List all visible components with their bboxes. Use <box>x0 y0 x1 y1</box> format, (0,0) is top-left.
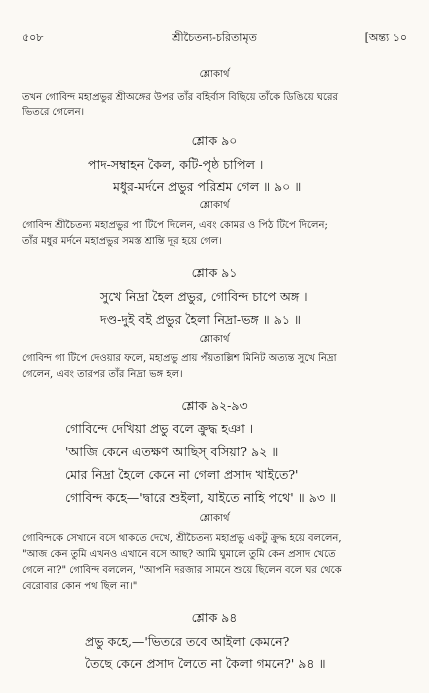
translation-label: শ্লোকার্থ <box>199 334 230 345</box>
verse-line: তৈছে কেনে প্রসাদ লৈতে না কৈলা গমনে?' ৯৪ ॥ <box>85 656 326 671</box>
translation-line: গোবিন্দ শ্রীচৈতন্য মহাপ্রভুর পা টিপে দিলেন, এবং কোমর ও পিঠ টিপে দিলেন; <box>22 220 328 231</box>
verse-line: সুখে নিদ্রা হৈল প্রভুর, গোবিন্দ চাপে অঙ্গ । <box>100 289 308 304</box>
section-marker: [অন্ত্য ১০ <box>364 31 407 44</box>
verse-line: মোর নিদ্রা হৈলে কেনে না গেলা প্রসাদ খাইতে?' <box>65 467 299 482</box>
translation-line: গেলে না?" গোবিন্দ বললেন, "আপনি দরজার সামনে শুয়ে ছিলেন বলে ঘর থেকে <box>22 565 342 576</box>
translation-line: গোবিন্দকে সেখানে বসে থাকতে দেখে, শ্রীচৈতন্য মহাপ্রভু একটু ক্রুদ্ধ হয়ে বললেন, <box>22 533 342 544</box>
verse-line: মধুর-মর্দনে প্রভুর পরিশ্রম গেল ॥ ৯০ ॥ <box>113 179 302 194</box>
verse-line: প্রভু কহে,—'ভিতরে তবে আইলা কেমনে? <box>85 634 290 649</box>
page-header <box>0 30 429 46</box>
translation-label: শ্লোকার্থ <box>199 513 230 524</box>
translation-line: গেলেন, এবং তারপর তাঁর নিদ্রা ভঙ্গ হল। <box>22 369 183 380</box>
translation-line: "আজ কেন তুমি এখনও এখানে বসে আছ? আমি ঘুমালে তুমি কেন প্রসাদ খেতে <box>22 549 336 560</box>
translation-line: গোবিন্দ গা টিপে দেওয়ার ফলে, মহাপ্রভু প্রায় পঁয়তাল্লিশ মিনিট অত্যন্ত সুখে নিদ্রা <box>22 353 337 364</box>
page-number: ৫০৮ <box>22 31 44 44</box>
verse-heading: শ্লোক ৯২-৯৩ <box>181 398 248 413</box>
translation-line: বেরোবার কোন পথ ছিল না।" <box>22 581 138 592</box>
verse-heading: শ্লোক ৯১ <box>191 265 238 280</box>
translation-line: তাঁর মধুর মর্দনে মহাপ্রভুর সমস্ত শ্রান্তি দূর হয়ে গেল। <box>22 236 222 247</box>
translation-line: তখন গোবিন্দ মহাপ্রভুর শ্রীঅঙ্গের উপর তাঁর বহির্বাস বিছিয়ে তাঁকে ডিঙিয়ে ঘরের <box>22 92 339 103</box>
verse-line: গোবিন্দে দেখিয়া প্রভু বলে ক্রুদ্ধ হঞা । <box>65 421 254 436</box>
translation-label: শ্লোকার্থ <box>199 200 230 211</box>
verse-line: গোবিন্দ কহে—'দ্বারে শুইলা, যাইতে নাহি পথে' ॥ ৯৩ ॥ <box>65 490 337 505</box>
translation-line: ভিতরে গেলেন। <box>22 107 85 118</box>
verse-line: 'আজি কেনে এতক্ষণ আছিস্ বসিয়া? ৯২ ॥ <box>65 444 279 459</box>
running-title: শ্রীচৈতন্য-চরিতামৃত <box>172 31 257 44</box>
verse-heading: শ্লোক ৯০ <box>191 133 238 148</box>
verse-line: দণ্ড-দুই বই প্রভুর হৈলা নিদ্রা-ভঙ্গ ॥ ৯১ ॥ <box>100 312 301 327</box>
verse-heading: শ্লোক ৯৪ <box>191 610 238 625</box>
verse-line: পাদ-সম্বাহন কৈল, কটি-পৃষ্ঠ চাপিল । <box>88 157 264 172</box>
translation-label: শ্লোকার্থ <box>199 69 230 80</box>
